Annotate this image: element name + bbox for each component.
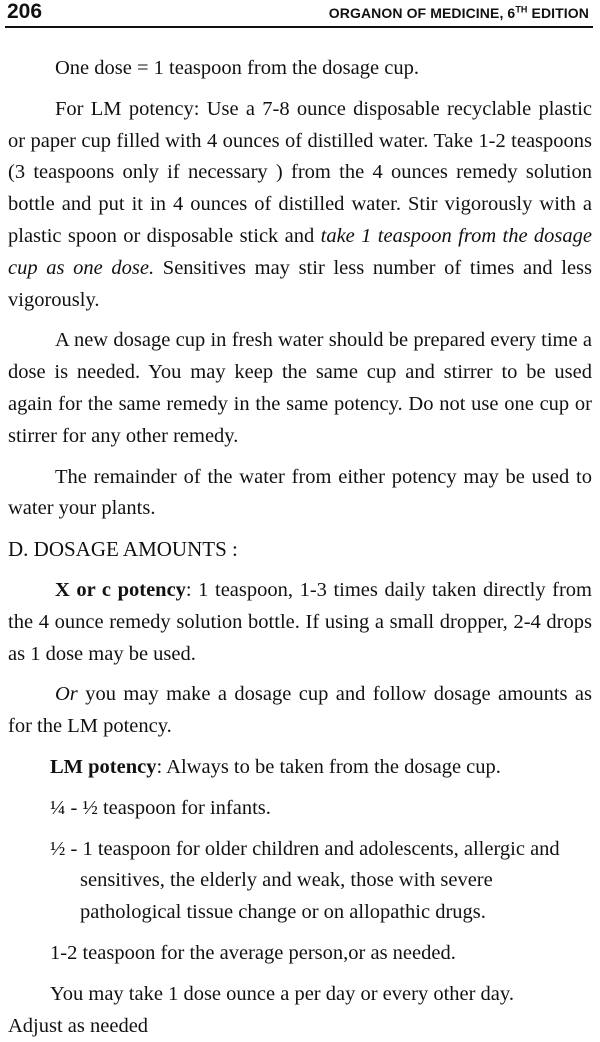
dose-frequency-line: You may take 1 dose ounce a per day or every other day.	[50, 982, 514, 1005]
lm-preparation-italic-text: take 1 teaspoon from the dosage cup as one dose.	[8, 224, 592, 279]
x-or-c-potency-label: X or c potency	[55, 578, 186, 601]
or-italic-text: Or	[55, 683, 78, 706]
dosage-cup-option-text: you may make a dosage cup and follow dosage amounts as for the LM potency.	[8, 683, 592, 738]
dose-definition-paragraph: One dose = 1 teaspoon from the dosage cup.	[55, 57, 419, 79]
lm-potency-dosage-paragraph	[8, 752, 592, 784]
remainder-water-paragraph: The remainder of the water from either potency may be used to water your plants.	[8, 465, 592, 520]
older-children-dosage-item: ½ - 1 teaspoon for older children and adolescents, allergic and sensitives, the elderly and weak, those with severe pathological tissue change or on allopathic drugs.	[50, 837, 560, 924]
running-title-end: EDITION	[527, 5, 589, 21]
page-number: 206	[7, 0, 43, 23]
lm-preparation-text: For LM potency: Use a 7-8 ounce disposable recyclable plastic or paper cup filled with 4 ounces of distilled water. Take 1-2 teaspoons (3 teaspoons only if necessary ) from the 4 ounces remedy solution bottle and put it in 4 ounces of distilled water. Stir vigorously with a plastic spoon or disposable stick and	[8, 97, 592, 247]
lm-potency-label: LM potency	[50, 755, 157, 778]
running-title-main: ORGANON OF MEDICINE, 6	[328, 5, 516, 21]
lm-potency-dosage-text: : Always to be taken from the dosage cup.	[156, 755, 501, 778]
running-title-superscript: TH	[515, 4, 528, 15]
x-or-c-potency-paragraph	[8, 575, 592, 670]
lm-preparation-end-text: Sensitives may stir less number of times and less vigorously.	[8, 256, 592, 311]
dosage-amounts-heading: D. DOSAGE AMOUNTS :	[8, 537, 238, 562]
running-title	[329, 3, 589, 23]
lm-potency-preparation-paragraph	[8, 94, 592, 317]
x-or-c-potency-text: : 1 teaspoon, 1-3 times daily taken directly from the 4 ounce remedy solution bottle. If using a small dropper, 2-4 drops as 1 dose may be used.	[8, 578, 592, 665]
dosage-cup-option-paragraph	[8, 679, 592, 743]
adjust-as-needed-line: Adjust as needed	[8, 1014, 149, 1037]
average-person-dosage-item: 1-2 teaspoon for the average person,or as needed.	[50, 941, 456, 964]
new-dosage-cup-paragraph: A new dosage cup in fresh water should be prepared every time a dose is needed. You may keep the same cup and stirrer to be used again for the same remedy in the same potency. Do not use one cup or stirrer for any other remedy.	[8, 329, 592, 447]
infant-dosage-item: ¼ - ½ teaspoon for infants.	[50, 796, 271, 819]
page-body	[8, 53, 592, 1042]
page-header	[5, 0, 593, 28]
